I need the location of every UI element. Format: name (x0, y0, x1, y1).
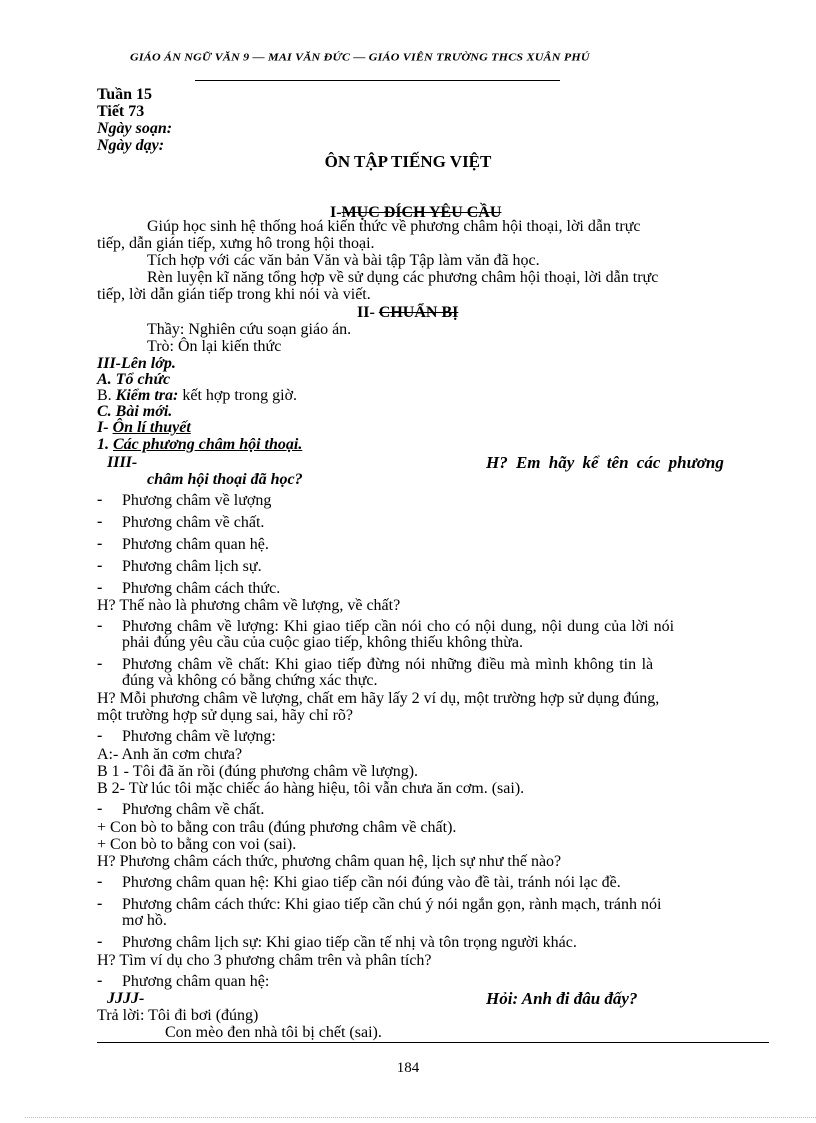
step-b (97, 388, 297, 404)
answer-line-1: Trả lời: Tôi đi bơi (đúng) (97, 1007, 259, 1024)
bullet-marker: - (97, 972, 103, 989)
part-1-label: I- (97, 419, 109, 436)
question-6-marker: JJJJ- (107, 990, 145, 1007)
bullet-marker: - (97, 895, 103, 912)
header-rule (195, 80, 560, 81)
example-b1: B 1 - Tôi đã ăn rồi (đúng phương châm về lượng). (97, 763, 419, 780)
teach-date-label: Ngày dạy: (97, 137, 165, 154)
question-1-marker: IIII- (107, 454, 138, 471)
goal-paragraph-1b: tiếp, dẫn gián tiếp, xưng hô trong hội thoại. (97, 235, 375, 252)
question-6-text: Hỏi: Anh đi đâu đấy? (486, 989, 638, 1008)
goal-paragraph-3a: Rèn luyện kĩ năng tổng hợp về sử dụng các phương châm hội thoại, lời dẫn trực (147, 269, 659, 286)
bullet-marker: - (97, 617, 103, 634)
subsection-1-heading (97, 437, 302, 453)
bullet-marker: - (97, 513, 103, 530)
page-title: ÔN TẬP TIẾNG VIỆT (324, 152, 492, 171)
step-a (97, 372, 170, 388)
step-b-label: B. (97, 387, 112, 404)
section-2-heading (357, 305, 458, 321)
example-relation-heading: Phương châm quan hệ: (122, 973, 270, 990)
page-number: 184 (396, 1060, 420, 1076)
answer-line-2: Con mèo đen nhà tôi bị chết (sai). (165, 1024, 382, 1041)
week-label: Tuần 15 (97, 86, 152, 103)
example-quality-2: + Con bò to bằng con voi (sai). (97, 836, 297, 853)
step-b-bold: Kiểm tra: (115, 387, 179, 404)
question-1-text: H? Em hãy kể tên các phương (486, 453, 724, 472)
definition-quantity-a: Phương châm về lượng: Khi giao tiếp cần nói cho có nội dung, nội dung của lời nói (122, 618, 675, 635)
maxim-item: Phương châm về chất. (122, 514, 265, 531)
maxim-item: Phương châm cách thức. (122, 580, 281, 597)
step-c-text: Bài mới. (115, 403, 173, 420)
bullet-marker: - (97, 727, 103, 744)
question-3a: H? Mỗi phương châm về lượng, chất em hãy lấy 2 ví dụ, một trường hợp sử dụng đúng, (97, 690, 660, 707)
student-prep: Trò: Ôn lại kiến thức (147, 338, 282, 355)
step-c (97, 404, 172, 420)
step-a-text: Tổ chức (115, 371, 171, 388)
definition-relation: Phương châm quan hệ: Khi giao tiếp cần nói đúng vào đề tài, tránh nói lạc đề. (122, 874, 621, 891)
question-1-continued: châm hội thoại đã học? (147, 471, 303, 488)
bullet-marker: - (97, 557, 103, 574)
question-4: H? Phương châm cách thức, phương châm quan hệ, lịch sự như thế nào? (97, 853, 562, 870)
bullet-marker: - (97, 579, 103, 596)
running-header: GIÁO ÁN NGỮ VĂN 9 — MAI VĂN ĐỨC — GIÁO VIÊN TRƯỜNG THCS XUÂN PHÚ (130, 51, 590, 64)
question-2: H? Thế nào là phương châm về lượng, về chất? (97, 597, 401, 614)
section-2-number: II- (357, 304, 375, 321)
bullet-marker: - (97, 800, 103, 817)
step-a-label: A. (97, 371, 112, 388)
section-1-title: MỤC ĐÍCH YÊU CẦU (341, 204, 502, 221)
part-1-title: Ôn lí thuyết (112, 419, 191, 436)
definition-quantity-b: phải đúng yêu cầu của cuộc giao tiếp, không thiếu không thừa. (122, 634, 524, 651)
example-quality-heading: Phương châm về chất. (122, 801, 265, 818)
goal-paragraph-2: Tích hợp với các văn bản Văn và bài tập Tập làm văn đã học. (147, 252, 540, 269)
subsection-1-number: 1. (97, 436, 109, 453)
example-quality-1: + Con bò to bằng con trâu (đúng phương châm về chất). (97, 819, 457, 836)
section-2-title: CHUẨN BỊ (378, 304, 459, 321)
definition-politeness: Phương châm lịch sự: Khi giao tiếp cần tế nhị và tôn trọng người khác. (122, 934, 577, 951)
bullet-marker: - (97, 655, 103, 672)
definition-quality-b: đúng và không có bằng chứng xác thực. (122, 672, 378, 689)
step-b-text: kết hợp trong giờ. (182, 387, 298, 404)
example-quantity-heading: Phương châm về lượng: (122, 728, 276, 745)
question-5: H? Tìm ví dụ cho 3 phương châm trên và phân tích? (97, 952, 432, 969)
section-1-number: I- (330, 204, 342, 221)
bullet-marker: - (97, 535, 103, 552)
maxim-item: Phương châm về lượng (122, 492, 272, 509)
example-a: A:- Anh ăn cơm chưa? (97, 746, 243, 763)
prep-date-label: Ngày soạn: (97, 120, 173, 137)
bullet-marker: - (97, 491, 103, 508)
maxim-item: Phương châm quan hệ. (122, 536, 269, 553)
footer-rule (97, 1042, 769, 1043)
definition-quality-a: Phương châm về chất: Khi giao tiếp đừng nói những điều mà mình không tin là (122, 656, 654, 673)
bullet-marker: - (97, 873, 103, 890)
teacher-prep: Thầy: Nghiên cứu soạn giáo án. (147, 321, 352, 338)
bullet-marker: - (97, 933, 103, 950)
section-3-heading: III-Lên lớp. (97, 355, 176, 372)
page-edge-dotted (25, 1117, 816, 1118)
goal-paragraph-1a: Giúp học sinh hệ thống hoá kiến thức về phương châm hội thoại, lời dẫn trực (147, 218, 641, 235)
step-c-label: C. (97, 403, 112, 420)
part-1-heading (97, 420, 191, 436)
question-3b: một trường hợp sử dụng sai, hãy chỉ rõ? (97, 707, 354, 724)
definition-manner-a: Phương châm cách thức: Khi giao tiếp cần chú ý nói ngắn gọn, rành mạch, tránh nói (122, 896, 662, 913)
goal-paragraph-3b: tiếp, lời dẫn gián tiếp trong khi nói và viết. (97, 286, 371, 303)
period-label: Tiết 73 (97, 103, 145, 120)
definition-manner-b: mơ hồ. (122, 912, 167, 929)
maxim-item: Phương châm lịch sự. (122, 558, 262, 575)
example-b2: B 2- Từ lúc tôi mặc chiếc áo hàng hiệu, tôi vẫn chưa ăn cơm. (sai). (97, 780, 525, 797)
subsection-1-title: Các phương châm hội thoại. (113, 436, 303, 453)
